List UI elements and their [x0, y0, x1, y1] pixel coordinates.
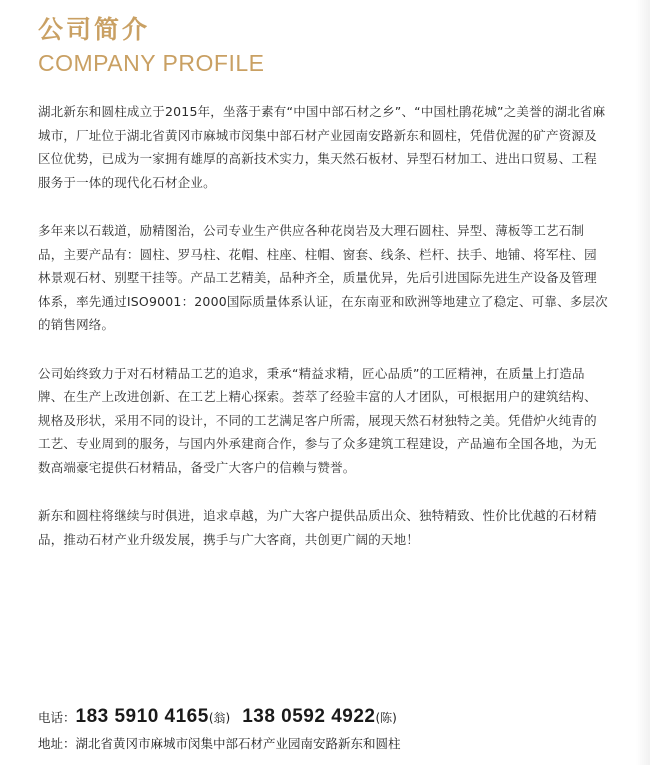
address-text: 湖北省黄冈市麻城市闵集中部石材产业园南安路新东和圆柱: [75, 736, 401, 751]
paragraph-philosophy: 公司始终致力于对石材精品工艺的追求，秉承“精益求精，匠心品质”的工匠精神，在质量上打造品牌、在生产上改进创新、在工艺上精心探索。荟萃了经验丰富的人才团队，可根据用户的建筑结构、规格及形状，采用不同的设计，不同的工艺满足客户所需，展现天然石材独特之美。凭借炉火纯青的工艺、专业周到的服务，与国内外承建商合作，参与了众多建筑工程建设，产品遍布全国各地，为无数高端豪宅提供石材精品，备受广大客户的信赖与赞誉。: [38, 365, 597, 475]
phone-line: [38, 705, 618, 729]
page-title: 公司简介: [38, 15, 151, 44]
phone-contact-name-1: (翁): [208, 711, 231, 725]
page-edge-shadow: [636, 0, 650, 765]
phone-number-2[interactable]: 138 0592 4922: [242, 706, 376, 727]
paragraph-products: 多年来以石载道，励精图治，公司专业生产供应各种花岗岩及大理石圆柱、异型、薄板等工艺石制品，主要产品有：圆柱、罗马柱、花帽、柱座、柱帽、窗套、线条、栏杆、扶手、地铺、将军柱、园林景观石材、别墅干挂等。产品工艺精美，品种齐全，质量优异，先后引进国际先进生产设备及管理体系，率先通过ISO9001：2000国际质量体系认证，在东南亚和欧洲等地建立了稳定、可靠、多层次的销售网络。: [38, 223, 608, 332]
phone-number-1[interactable]: 183 5910 4165: [75, 706, 209, 727]
address-line: [38, 735, 618, 753]
contact-block: [38, 705, 618, 753]
address-label: 地址：: [38, 736, 76, 751]
profile-body: [38, 100, 608, 576]
paragraph-vision: 新东和圆柱将继续与时俱进，追求卓越，为广大客户提供品质出众、独特精致、性价比优越的石材精品，推动石材产业升级发展，携手与广大客商，共创更广阔的天地！: [38, 508, 597, 547]
phone-label: 电话：: [38, 710, 76, 725]
page-subtitle: COMPANY PROFILE: [38, 50, 265, 76]
paragraph-intro: 湖北新东和圆柱成立于2015年，坐落于素有“中国中部石材之乡”、“中国杜鹃花城”之美誉的湖北省麻城市，厂址位于湖北省黄冈市麻城市闵集中部石材产业园南安路新东和圆柱，凭借优渥的矿产资源及区位优势，已成为一家拥有雄厚的高新技术实力，集天然石板材、异型石材加工、进出口贸易、工程服务于一体的现代化石材企业。: [38, 104, 606, 190]
phone-contact-name-2: (陈): [375, 711, 397, 725]
